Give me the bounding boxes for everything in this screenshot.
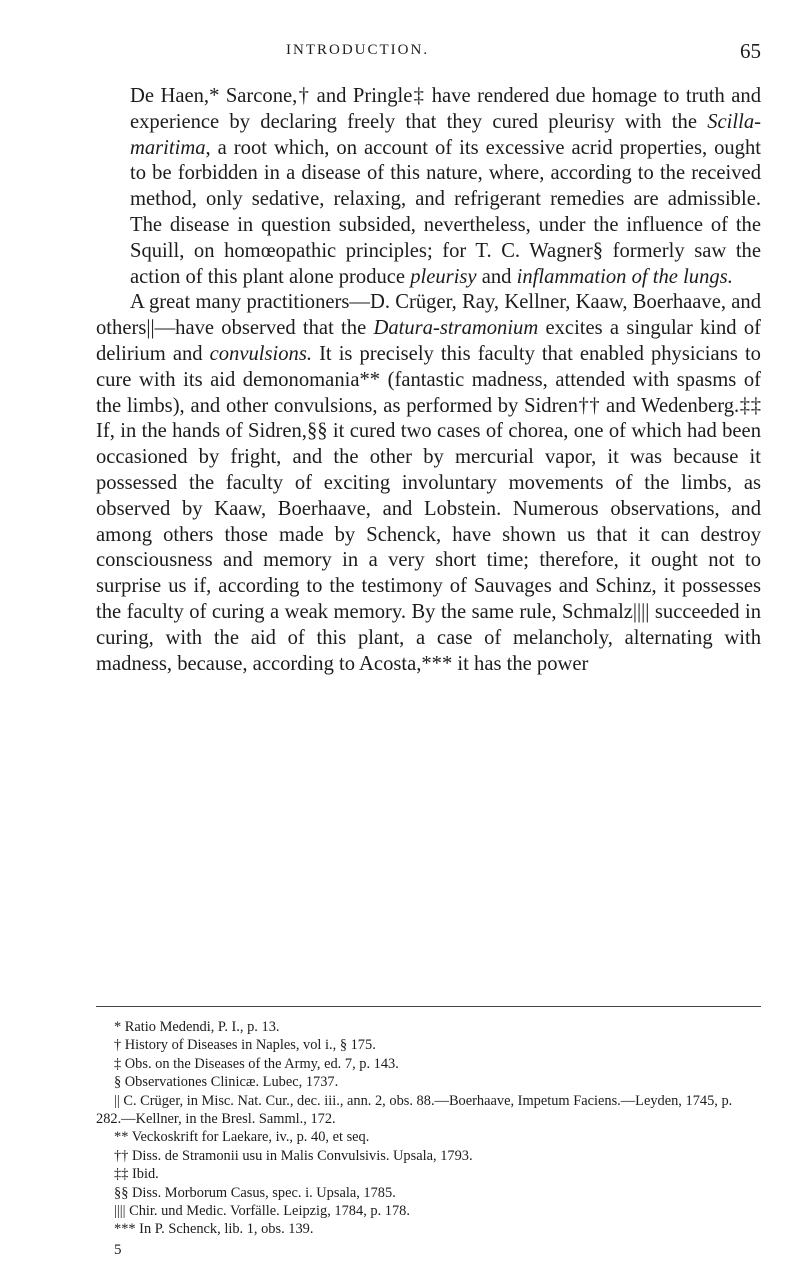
paragraph-stramonium — [96, 290, 761, 677]
paragraph-stramonium-text-1: A great many practitioners—D. Crüger, Ray, Kellner, Kaaw, Boerhaave, and others||—have observed that the — [96, 291, 761, 340]
footnote: §§ Diss. Morborum Casus, spec. i. Upsala, 1785. — [114, 1184, 396, 1201]
footnote: |||| Chir. und Medic. Vorfälle. Leipzig, 1784, p. 178. — [114, 1203, 410, 1220]
footnote: †† Diss. de Stramonii usu in Malis Convulsivis. Upsala, 1793. — [114, 1147, 473, 1164]
inflammation-term: inflammation of the lungs. — [516, 265, 733, 288]
paragraph-stramonium-text-2: excites a singular kind of delirium and — [96, 317, 761, 365]
footnote-divider — [96, 1006, 761, 1012]
datura-stramonium-term: Datura-stramonium — [373, 317, 539, 340]
footnote: * Ratio Medendi, P. I., p. 13. — [114, 1019, 280, 1035]
paragraph-squill-text-3: and — [476, 265, 517, 288]
paragraph-stramonium-text-3: It is precisely this faculty that enabled physicians to cure with its aid demonomania** (fantastic madness, attended with spasms of the limbs), and other convulsions, as performed by Sidren†† and Wedenberg.‡‡ If, in the hands of Sidren,§§ it cured two cases of chorea, one of which had been occasioned by fright, and the other by mercurial vapor, it was because it possessed the faculty of exciting involuntary movements of the limbs, as observed by Kaaw, Boerhaave, and Lobstein. Numerous observations, and among others those made by Schenck, have shown us that it can destroy consciousness and memory in a very short time; therefore, it ought not to surprise us if, according to the testimony of Sauvages and Schinz, it possesses the faculty of curing a weak memory. By the same rule, Schmalz|||| succeeded in curing, with the aid of this plant, a case of melancholy, alternating with madness, because, according to Acosta,*** it has the power — [96, 342, 761, 675]
signature-mark: 5 — [114, 1242, 122, 1258]
footnotes — [96, 1018, 761, 1239]
footnote: *** In P. Schenck, lib. 1, obs. 139. — [114, 1221, 314, 1238]
footnote: || C. Crüger, in Misc. Nat. Cur., dec. iii., ann. 2, obs. 88.—Boerhaave, Impetum Faciens.—Leyden, 1745, p. 282.—Kellner, in the Bresl. Samml., 172. — [96, 1092, 733, 1128]
footnote: ‡‡ Ibid. — [114, 1166, 159, 1183]
paragraph-squill — [96, 84, 761, 290]
page-number: 65 — [740, 39, 761, 63]
paragraph-squill-text-2: , a root which, on account of its excessive acrid properties, ought to be forbidden in a disease of this nature, where, according to the received method, only sedative, relaxing, and refrigerant remedies are admissible. The disease in question subsided, nevertheless, under the influence of the Squill, on homœopathic principles; for T. C. Wagner§ formerly saw the action of this plant alone produce — [130, 136, 761, 288]
footnote: ** Veckoskrift for Laekare, iv., p. 40, et seq. — [114, 1129, 370, 1146]
running-head — [96, 39, 761, 72]
footnote: ‡ Obs. on the Diseases of the Army, ed. 7, p. 143. — [114, 1055, 399, 1072]
footnote: † History of Diseases in Naples, vol i., § 175. — [114, 1037, 376, 1054]
convulsions-term: convulsions. — [209, 342, 313, 365]
running-title: INTRODUCTION. — [286, 42, 430, 58]
pleurisy-term: pleurisy — [410, 265, 477, 288]
footnote-rule — [96, 1006, 761, 1007]
footnote: § Observationes Clinicæ. Lubec, 1737. — [114, 1074, 339, 1091]
scilla-maritima-term: Scilla-maritima — [130, 110, 761, 159]
paragraph-squill-text-1: De Haen,* Sarcone,† and Pringle‡ have rendered due homage to truth and experience by declaring freely that they cured pleurisy with the — [130, 85, 761, 133]
body-text — [96, 84, 761, 677]
